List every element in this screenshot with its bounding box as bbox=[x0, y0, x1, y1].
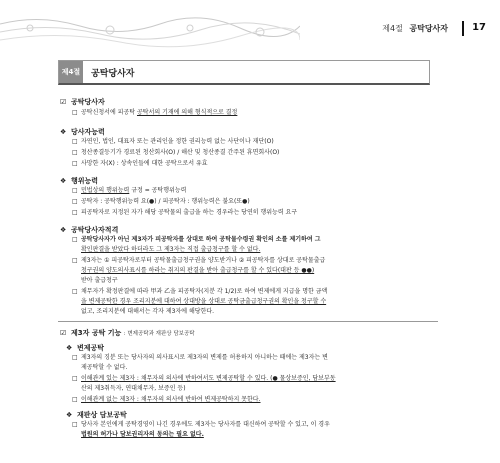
standing-line-1: □ 공탁당사자가 아닌 제3자가 피공탁자를 상대로 하여 공탁물수령권 확인의 소를 제기하여 그 bbox=[72, 236, 321, 243]
ornament-decoration bbox=[0, 14, 300, 48]
page-number: 17 bbox=[472, 22, 486, 33]
security-line-1: □ 당사자 본인에게 공탁경영이 나긴 경우에도 제3자는 당사자를 대신하여 공탁할 수 있고, 이 경우 bbox=[72, 421, 330, 428]
header-section: 제4절 bbox=[382, 24, 403, 33]
running-header bbox=[0, 14, 500, 50]
checkbox-icon: ☑ bbox=[60, 98, 67, 106]
party-line-1: □ 공탁신청서에 피공탁 공탁서의 기재에 의해 형식적으로 결정 bbox=[72, 109, 238, 116]
header-title: 공탁당사자 bbox=[409, 24, 448, 33]
standing-line-6: □ 채무자가 확정판결에 따라 甲과 乙을 피공탁자(지분 각 1/2)로 하여 변제에게 지급을 명한 금액 bbox=[72, 288, 328, 295]
capacity-line-3: □ 사망한 자(X) : 상속인들에 대한 공탁으로서 유효 bbox=[72, 160, 208, 167]
security-line-2: 법원의 허가나 담보권리자의 동의는 필요 없다. bbox=[81, 431, 204, 438]
section-divider bbox=[58, 321, 438, 322]
standing-line-2: 확인판결을 받았다 하더라도 그 제3자는 직접 출급청구를 할 수 없다. bbox=[81, 246, 261, 253]
payment-line-4: 산의 제3취득자, 연대채무자, 보증인 등) bbox=[81, 385, 186, 392]
circle-bullet-icon: ❖ bbox=[66, 411, 73, 419]
section-title: 공탁당사자 bbox=[91, 69, 135, 79]
heading-judicial-security: ❖ 재판상 담보공탁 bbox=[66, 411, 127, 419]
payment-line-5: □ 이해관계 없는 제3자 : 채무자의 의사에 반하여 변제공탁하지 못한다. bbox=[72, 396, 261, 403]
heading-capacity: ❖ 당사자능력 bbox=[60, 128, 105, 136]
standing-line-7: 을 변제공탁한 경우 조리지분에 대하여 상대방을 상대로 공탁금출급청구권의 확인을 청구할 수 bbox=[81, 298, 327, 305]
circle-bullet-icon: ❖ bbox=[60, 128, 67, 136]
capacity-line-1: □ 자연인, 법인, 대표자 또는 관리인을 정한 권리능력 없는 사단이나 재단(O) bbox=[72, 138, 274, 145]
circle-bullet-icon: ❖ bbox=[66, 344, 73, 352]
heading-third-party: ☑ 제3자 공탁 기능 : 변제공탁과 재판상 담보공탁 bbox=[60, 329, 195, 337]
payment-line-1: □ 제3자의 징분 또는 당사자의 의사표시로 제3자의 변제를 허용하지 아니하는 때에는 제3자는 변 bbox=[72, 354, 328, 361]
heading-payment-deposit: ❖ 변제공탁 bbox=[66, 344, 105, 352]
heading-party: ☑ 공탁당사자 bbox=[60, 98, 105, 106]
capacity-line-2: □ 청산종결등기가 경료된 청산회사(O) / 해산 및 청산종결 간주된 휴면회사(O) bbox=[72, 149, 280, 156]
standing-line-4: 청구권의 양도의사표시를 하라는 취지의 판결을 받아 출급청구를 할 수 있다(대판 등 ●●) bbox=[81, 267, 315, 274]
payment-line-3: □ 이해관계 있는 제3자 : 채무자의 의사에 반하여서도 변제공탁할 수 있다. (● 물상보증인, 담보부동 bbox=[72, 375, 336, 382]
act-line-3: □ 피공탁자로 지정된 자가 해당 공탁물의 출급을 하는 경우라는 당연히 행위능력 요구 bbox=[72, 209, 298, 216]
standing-line-8: 없고, 조리지분에 대해서는 각자 제3자에 해당한다. bbox=[81, 308, 215, 315]
act-line-1: □ 민법상의 행위능력 규정 = 공탁행위능력 bbox=[72, 187, 187, 194]
heading-act-capacity: ❖ 행위능력 bbox=[60, 177, 99, 185]
heading-standing: ❖ 공탁당사자적격 bbox=[60, 226, 119, 234]
header-divider bbox=[462, 21, 464, 36]
section-tag: 제4절 bbox=[59, 61, 83, 83]
act-line-2: □ 공탁자 : 공탁행위능력 요(●) / 피공탁자 : 행위능력은 불요(또●) bbox=[72, 198, 250, 205]
standing-line-3: □ 제3자는 ① 피공탁자로부터 공탁물출급청구권을 양도받거나 ② 피공탁자를 상대로 공탁물출급 bbox=[72, 257, 326, 264]
circle-bullet-icon: ❖ bbox=[60, 177, 67, 185]
payment-line-2: 제공탁할 수 없다. bbox=[81, 364, 128, 371]
square-bullet-icon: □ bbox=[72, 109, 78, 116]
circle-bullet-icon: ❖ bbox=[60, 226, 67, 234]
standing-line-5: 받아 출급청구 bbox=[81, 277, 118, 284]
checkbox-icon: ☑ bbox=[60, 329, 67, 337]
section-title-box bbox=[58, 60, 430, 85]
running-header-title bbox=[382, 23, 448, 34]
